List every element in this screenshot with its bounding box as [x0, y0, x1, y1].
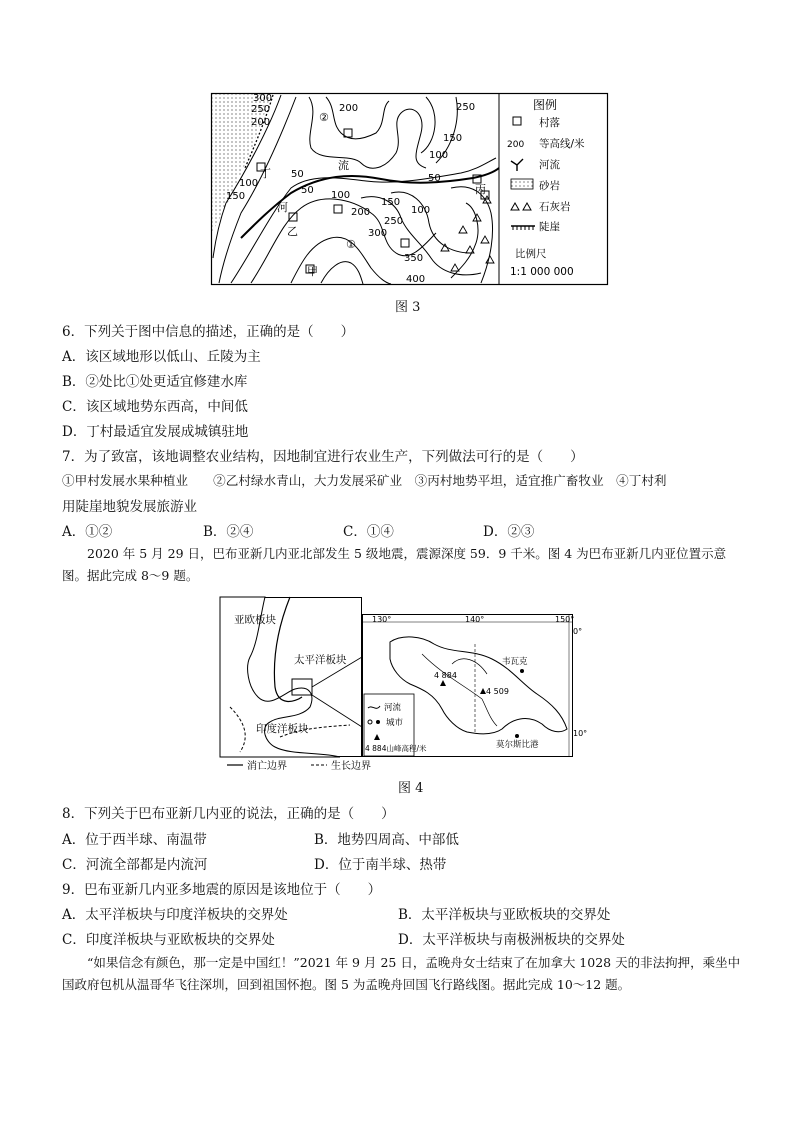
intro-8-9: 2020 年 5 月 29 日，巴布亚新几内亚北部发生 5 级地震，震源深度 59．9 千米。图 4 为巴布亚新几内亚位置示意图。据此完成 8～9 题。: [62, 546, 727, 583]
q6-option-d: D．丁村最适宜发展成城镇驻地: [62, 424, 249, 440]
q7-option-c: C．①④: [343, 524, 394, 540]
svg-text:200: 200: [351, 207, 371, 218]
svg-text:0°: 0°: [573, 627, 583, 636]
figure4-caption: 图 4: [398, 781, 424, 796]
svg-text:50: 50: [291, 169, 304, 180]
liu-label: 流: [338, 159, 349, 172]
q7-line1: ①甲村发展水果种植业 ②乙村绿水青山，大力发展采矿业 ③丙村地势平坦，适宜推广畜牧业 ④丁村利: [62, 473, 667, 488]
q6-option-c: C．该区域地势东西高，中间低: [62, 399, 248, 415]
figure3-caption: 图 3: [395, 300, 421, 315]
svg-text:1:1 000 000: 1:1 000 000: [510, 266, 574, 278]
svg-text:300: 300: [368, 228, 388, 239]
q8-option-a: A．位于西半球、南温带: [62, 832, 207, 848]
q7-option-d: D．②③: [483, 524, 535, 540]
svg-text:陡崖: 陡崖: [539, 221, 560, 233]
svg-text:150: 150: [443, 133, 463, 144]
svg-text:150: 150: [226, 191, 246, 202]
he-label: 河: [277, 201, 288, 214]
jia-label: 甲: [307, 265, 318, 278]
q9-stem: 9．巴布亚新几内亚多地震的原因是该地位于（ ）: [62, 882, 382, 898]
q9-option-a: A．太平洋板块与印度洋板块的交界处: [62, 907, 288, 923]
svg-text:消亡边界: 消亡边界: [247, 761, 287, 772]
svg-text:140°: 140°: [465, 615, 485, 624]
svg-text:200: 200: [339, 103, 359, 114]
svg-text:石灰岩: 石灰岩: [539, 201, 571, 213]
bing-label: 丙: [475, 183, 486, 196]
wewak-label: 韦瓦克: [502, 657, 528, 667]
q9-option-b: B．太平洋板块与亚欧板块的交界处: [398, 907, 611, 923]
svg-text:150°: 150°: [555, 615, 575, 624]
q7-stem: 7．为了致富，该地调整农业结构，因地制宜进行农业生产，下列做法可行的是（ ）: [62, 449, 584, 465]
svg-text:等高线/米: 等高线/米: [539, 138, 585, 150]
legend-title: 图例: [533, 98, 558, 112]
q7-option-b: B．②④: [203, 524, 254, 540]
q7-line2: 用陡崖地貌发展旅游业: [62, 499, 197, 515]
q8-option-b: B．地势四周高、中部低: [314, 832, 459, 848]
svg-text:50: 50: [301, 185, 314, 196]
svg-text:250: 250: [251, 104, 271, 115]
svg-text:200: 200: [507, 140, 525, 150]
svg-text:生长边界: 生长边界: [331, 761, 371, 772]
svg-text:村落: 村落: [539, 117, 560, 129]
yi-label: 乙: [287, 225, 298, 238]
svg-text:250: 250: [384, 216, 404, 227]
figure3-map: [211, 93, 608, 285]
svg-text:100: 100: [239, 178, 259, 189]
q6-option-b: B．②处比①处更适宜修建水库: [62, 374, 248, 390]
q6-stem: 6．下列关于图中信息的描述，正确的是（ ）: [62, 324, 355, 340]
q8-option-d: D．位于南半球、热带: [314, 857, 447, 873]
intro-10-12: “如果信念有颜色，那一定是中国红！”2021 年 9 月 25 日，孟晚舟女士结束了在加拿大 1028 天的非法拘押，乘坐中国政府包机从温哥华飞往深圳，回到祖国怀抱。图 5 为孟晚舟回国飞行路线图。据此完成 10～12 题。: [62, 955, 741, 992]
svg-text:300: 300: [253, 93, 273, 104]
svg-text:400: 400: [406, 274, 426, 285]
ding-label: 丁: [260, 167, 271, 180]
eurasian-plate-label: 亚欧板块: [234, 614, 276, 626]
svg-text:50: 50: [428, 173, 441, 184]
q8-stem: 8．下列关于巴布亚新几内亚的说法，正确的是（ ）: [62, 806, 395, 822]
svg-text:河流: 河流: [539, 159, 560, 171]
figure4-plate-map: [220, 597, 362, 757]
svg-text:350: 350: [404, 253, 424, 264]
q7-option-a: A．①②: [62, 524, 113, 540]
svg-text:130°: 130°: [372, 615, 392, 624]
svg-text:4 884山峰高程/米: 4 884山峰高程/米: [365, 744, 427, 753]
svg-text:河流: 河流: [384, 703, 402, 713]
svg-text:10°: 10°: [573, 729, 588, 738]
q9-option-d: D．太平洋板块与南极洲板块的交界处: [398, 932, 625, 948]
village-1-label: ①: [346, 238, 356, 251]
q6-option-a: A．该区域地形以低山、丘陵为主: [62, 349, 261, 365]
village-2-label: ②: [319, 111, 329, 124]
figure4-png-map: [362, 614, 588, 757]
peak-4884: 4 884: [434, 671, 457, 680]
port-moresby-label: 莫尔斯比港: [496, 740, 539, 750]
svg-text:100: 100: [331, 190, 351, 201]
svg-text:250: 250: [456, 102, 476, 113]
svg-text:砂岩: 砂岩: [539, 180, 560, 192]
indian-plate-label: 印度洋板块: [256, 723, 309, 735]
svg-text:200: 200: [251, 117, 271, 128]
svg-text:100: 100: [411, 205, 431, 216]
pacific-plate-label: 太平洋板块: [294, 654, 347, 666]
svg-text:城市: 城市: [386, 718, 404, 728]
svg-text:150: 150: [381, 197, 401, 208]
peak-4509: 4 509: [486, 687, 509, 696]
q8-option-c: C．河流全部都是内流河: [62, 857, 208, 873]
q9-option-c: C．印度洋板块与亚欧板块的交界处: [62, 932, 275, 948]
boundary-legend: [225, 758, 395, 772]
svg-text:100: 100: [429, 150, 449, 161]
svg-text:比例尺: 比例尺: [515, 248, 547, 260]
